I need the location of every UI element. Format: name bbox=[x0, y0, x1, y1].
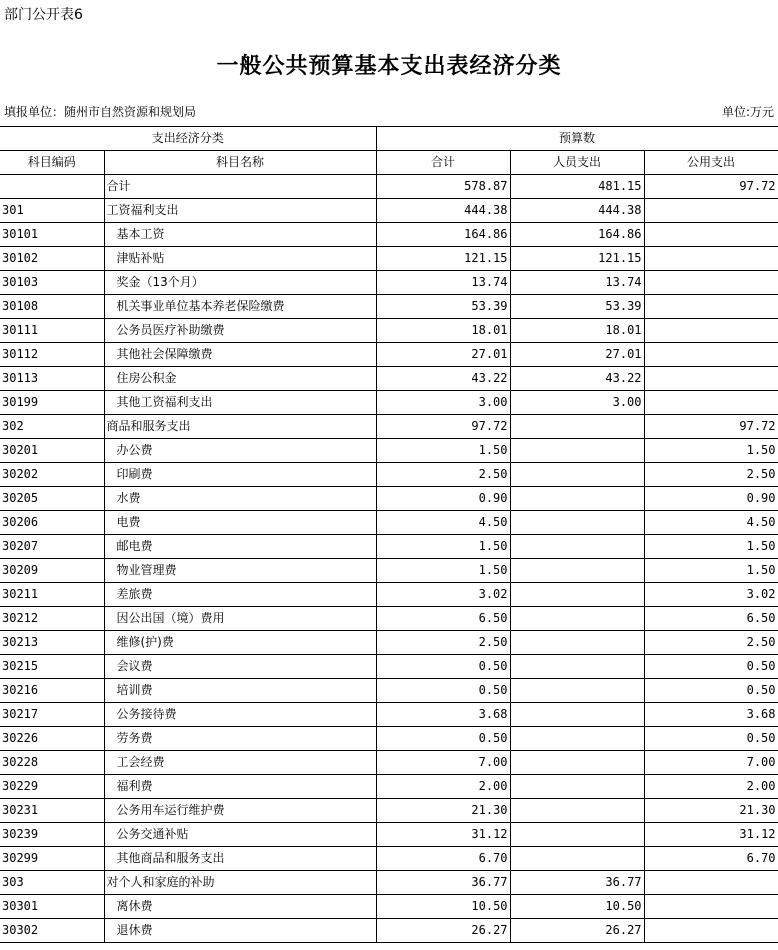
row-personnel bbox=[510, 559, 644, 583]
row-code: 30199 bbox=[0, 391, 104, 415]
table-row bbox=[0, 823, 778, 847]
row-total: 164.86 bbox=[376, 223, 510, 247]
row-total: 0.50 bbox=[376, 655, 510, 679]
row-name: 邮电费 bbox=[104, 535, 376, 559]
row-total: 36.77 bbox=[376, 871, 510, 895]
table-row bbox=[0, 463, 778, 487]
row-public: 3.02 bbox=[644, 583, 778, 607]
row-name: 机关事业单位基本养老保险缴费 bbox=[104, 295, 376, 319]
header-personnel: 人员支出 bbox=[510, 151, 644, 175]
row-total: 6.50 bbox=[376, 607, 510, 631]
row-name: 公务交通补贴 bbox=[104, 823, 376, 847]
row-name: 奖金（13个月） bbox=[104, 271, 376, 295]
row-total: 0.50 bbox=[376, 679, 510, 703]
row-code: 30112 bbox=[0, 343, 104, 367]
row-code: 30206 bbox=[0, 511, 104, 535]
row-public: 2.00 bbox=[644, 775, 778, 799]
row-personnel: 3.00 bbox=[510, 391, 644, 415]
row-code: 30217 bbox=[0, 703, 104, 727]
row-personnel bbox=[510, 463, 644, 487]
row-total: 578.87 bbox=[376, 175, 510, 199]
row-personnel: 27.01 bbox=[510, 343, 644, 367]
row-name: 电费 bbox=[104, 511, 376, 535]
row-code: 30211 bbox=[0, 583, 104, 607]
row-name: 办公费 bbox=[104, 439, 376, 463]
row-total: 0.90 bbox=[376, 487, 510, 511]
row-total: 31.12 bbox=[376, 823, 510, 847]
row-code: 30108 bbox=[0, 295, 104, 319]
row-total: 2.50 bbox=[376, 631, 510, 655]
header-total: 合计 bbox=[376, 151, 510, 175]
unit-label: 单位:万元 bbox=[721, 105, 774, 119]
row-name: 福利费 bbox=[104, 775, 376, 799]
row-personnel bbox=[510, 535, 644, 559]
row-total: 27.01 bbox=[376, 343, 510, 367]
table-row bbox=[0, 367, 778, 391]
row-public: 1.50 bbox=[644, 559, 778, 583]
row-code: 30209 bbox=[0, 559, 104, 583]
table-row bbox=[0, 247, 778, 271]
row-public: 21.30 bbox=[644, 799, 778, 823]
row-total: 97.72 bbox=[376, 415, 510, 439]
reporting-unit: 填报单位：随州市自然资源和规划局 bbox=[4, 105, 197, 119]
row-name: 合计 bbox=[104, 175, 376, 199]
table-row bbox=[0, 583, 778, 607]
row-public: 2.50 bbox=[644, 631, 778, 655]
row-personnel: 481.15 bbox=[510, 175, 644, 199]
table-row bbox=[0, 703, 778, 727]
row-personnel bbox=[510, 823, 644, 847]
header-category-group: 支出经济分类 bbox=[0, 127, 376, 151]
row-total: 3.02 bbox=[376, 583, 510, 607]
row-code: 302 bbox=[0, 415, 104, 439]
table-row bbox=[0, 223, 778, 247]
table-row bbox=[0, 631, 778, 655]
row-total: 7.00 bbox=[376, 751, 510, 775]
row-public: 4.50 bbox=[644, 511, 778, 535]
row-name: 劳务费 bbox=[104, 727, 376, 751]
row-name: 住房公积金 bbox=[104, 367, 376, 391]
table-row bbox=[0, 271, 778, 295]
row-code: 30202 bbox=[0, 463, 104, 487]
row-personnel bbox=[510, 415, 644, 439]
row-public bbox=[644, 367, 778, 391]
row-name: 水费 bbox=[104, 487, 376, 511]
row-code: 30201 bbox=[0, 439, 104, 463]
row-name: 其他商品和服务支出 bbox=[104, 847, 376, 871]
row-public bbox=[644, 919, 778, 943]
row-name: 基本工资 bbox=[104, 223, 376, 247]
row-public bbox=[644, 271, 778, 295]
row-total: 444.38 bbox=[376, 199, 510, 223]
row-personnel bbox=[510, 775, 644, 799]
row-code: 30215 bbox=[0, 655, 104, 679]
row-total: 4.50 bbox=[376, 511, 510, 535]
row-personnel: 26.27 bbox=[510, 919, 644, 943]
row-name: 差旅费 bbox=[104, 583, 376, 607]
row-personnel: 13.74 bbox=[510, 271, 644, 295]
row-public bbox=[644, 223, 778, 247]
row-total: 53.39 bbox=[376, 295, 510, 319]
row-total: 1.50 bbox=[376, 535, 510, 559]
header-budget-group: 预算数 bbox=[376, 127, 778, 151]
row-total: 10.50 bbox=[376, 895, 510, 919]
row-code: 30302 bbox=[0, 919, 104, 943]
row-public bbox=[644, 391, 778, 415]
row-total: 121.15 bbox=[376, 247, 510, 271]
row-public: 97.72 bbox=[644, 175, 778, 199]
table-row bbox=[0, 175, 778, 199]
row-name: 津贴补贴 bbox=[104, 247, 376, 271]
budget-table bbox=[0, 126, 778, 943]
row-public bbox=[644, 247, 778, 271]
row-public: 6.50 bbox=[644, 607, 778, 631]
row-total: 21.30 bbox=[376, 799, 510, 823]
table-row bbox=[0, 919, 778, 943]
table-row bbox=[0, 727, 778, 751]
row-code: 30102 bbox=[0, 247, 104, 271]
row-public: 31.12 bbox=[644, 823, 778, 847]
row-code: 30229 bbox=[0, 775, 104, 799]
row-code: 30216 bbox=[0, 679, 104, 703]
row-code: 30228 bbox=[0, 751, 104, 775]
row-personnel bbox=[510, 487, 644, 511]
row-personnel bbox=[510, 655, 644, 679]
row-code: 30213 bbox=[0, 631, 104, 655]
row-total: 43.22 bbox=[376, 367, 510, 391]
row-name: 商品和服务支出 bbox=[104, 415, 376, 439]
header-row-columns bbox=[0, 151, 778, 175]
row-personnel bbox=[510, 607, 644, 631]
row-code: 30101 bbox=[0, 223, 104, 247]
row-personnel bbox=[510, 439, 644, 463]
row-name: 对个人和家庭的补助 bbox=[104, 871, 376, 895]
row-public bbox=[644, 871, 778, 895]
table-row bbox=[0, 487, 778, 511]
row-personnel bbox=[510, 679, 644, 703]
table-row bbox=[0, 343, 778, 367]
row-code: 30299 bbox=[0, 847, 104, 871]
row-public bbox=[644, 295, 778, 319]
table-row bbox=[0, 559, 778, 583]
row-name: 公务接待费 bbox=[104, 703, 376, 727]
row-name: 其他社会保障缴费 bbox=[104, 343, 376, 367]
row-total: 1.50 bbox=[376, 439, 510, 463]
row-name: 工资福利支出 bbox=[104, 199, 376, 223]
row-code: 30301 bbox=[0, 895, 104, 919]
page-title: 一般公共预算基本支出表经济分类 bbox=[216, 53, 562, 79]
row-name: 物业管理费 bbox=[104, 559, 376, 583]
table-row bbox=[0, 607, 778, 631]
header-public: 公用支出 bbox=[644, 151, 778, 175]
row-code: 30231 bbox=[0, 799, 104, 823]
row-name: 公务用车运行维护费 bbox=[104, 799, 376, 823]
row-personnel bbox=[510, 511, 644, 535]
row-public: 1.50 bbox=[644, 439, 778, 463]
row-public: 2.50 bbox=[644, 463, 778, 487]
row-name: 离休费 bbox=[104, 895, 376, 919]
table-row bbox=[0, 295, 778, 319]
row-personnel bbox=[510, 751, 644, 775]
row-personnel: 121.15 bbox=[510, 247, 644, 271]
row-name: 工会经费 bbox=[104, 751, 376, 775]
row-personnel bbox=[510, 727, 644, 751]
table-row bbox=[0, 535, 778, 559]
row-public: 97.72 bbox=[644, 415, 778, 439]
table-row bbox=[0, 751, 778, 775]
row-public bbox=[644, 895, 778, 919]
row-total: 13.74 bbox=[376, 271, 510, 295]
table-row bbox=[0, 511, 778, 535]
row-code: 301 bbox=[0, 199, 104, 223]
row-code: 30239 bbox=[0, 823, 104, 847]
table-row bbox=[0, 391, 778, 415]
row-code: 30103 bbox=[0, 271, 104, 295]
row-public bbox=[644, 199, 778, 223]
row-public bbox=[644, 343, 778, 367]
row-total: 2.50 bbox=[376, 463, 510, 487]
header-code: 科目编码 bbox=[0, 151, 104, 175]
row-personnel: 36.77 bbox=[510, 871, 644, 895]
row-personnel: 164.86 bbox=[510, 223, 644, 247]
row-public: 0.90 bbox=[644, 487, 778, 511]
header-name: 科目名称 bbox=[104, 151, 376, 175]
header-row-group bbox=[0, 127, 778, 151]
table-row bbox=[0, 655, 778, 679]
row-personnel bbox=[510, 703, 644, 727]
row-total: 18.01 bbox=[376, 319, 510, 343]
row-public: 6.70 bbox=[644, 847, 778, 871]
row-name: 公务员医疗补助缴费 bbox=[104, 319, 376, 343]
table-row bbox=[0, 199, 778, 223]
row-code: 303 bbox=[0, 871, 104, 895]
table-row bbox=[0, 847, 778, 871]
row-total: 2.00 bbox=[376, 775, 510, 799]
row-name: 维修(护)费 bbox=[104, 631, 376, 655]
row-public bbox=[644, 319, 778, 343]
table-row bbox=[0, 679, 778, 703]
row-personnel: 10.50 bbox=[510, 895, 644, 919]
table-row bbox=[0, 439, 778, 463]
row-personnel bbox=[510, 631, 644, 655]
table-row bbox=[0, 415, 778, 439]
row-name: 其他工资福利支出 bbox=[104, 391, 376, 415]
row-personnel bbox=[510, 583, 644, 607]
row-public: 0.50 bbox=[644, 727, 778, 751]
row-code bbox=[0, 175, 104, 199]
row-total: 26.27 bbox=[376, 919, 510, 943]
row-name: 会议费 bbox=[104, 655, 376, 679]
row-personnel: 18.01 bbox=[510, 319, 644, 343]
table-row bbox=[0, 895, 778, 919]
table-row bbox=[0, 799, 778, 823]
row-total: 1.50 bbox=[376, 559, 510, 583]
row-public: 0.50 bbox=[644, 679, 778, 703]
row-personnel: 43.22 bbox=[510, 367, 644, 391]
table-row bbox=[0, 871, 778, 895]
row-name: 退休费 bbox=[104, 919, 376, 943]
row-code: 30113 bbox=[0, 367, 104, 391]
row-personnel bbox=[510, 847, 644, 871]
row-total: 6.70 bbox=[376, 847, 510, 871]
row-public: 0.50 bbox=[644, 655, 778, 679]
table-row bbox=[0, 775, 778, 799]
row-personnel: 53.39 bbox=[510, 295, 644, 319]
row-code: 30205 bbox=[0, 487, 104, 511]
table-row bbox=[0, 319, 778, 343]
row-public: 1.50 bbox=[644, 535, 778, 559]
row-code: 30111 bbox=[0, 319, 104, 343]
row-total: 3.00 bbox=[376, 391, 510, 415]
row-code: 30226 bbox=[0, 727, 104, 751]
row-name: 印刷费 bbox=[104, 463, 376, 487]
row-personnel: 444.38 bbox=[510, 199, 644, 223]
row-total: 3.68 bbox=[376, 703, 510, 727]
row-name: 因公出国（境）费用 bbox=[104, 607, 376, 631]
row-total: 0.50 bbox=[376, 727, 510, 751]
row-personnel bbox=[510, 799, 644, 823]
row-name: 培训费 bbox=[104, 679, 376, 703]
document-id: 部门公开表6 bbox=[4, 7, 83, 23]
row-public: 3.68 bbox=[644, 703, 778, 727]
row-public: 7.00 bbox=[644, 751, 778, 775]
row-code: 30212 bbox=[0, 607, 104, 631]
row-code: 30207 bbox=[0, 535, 104, 559]
